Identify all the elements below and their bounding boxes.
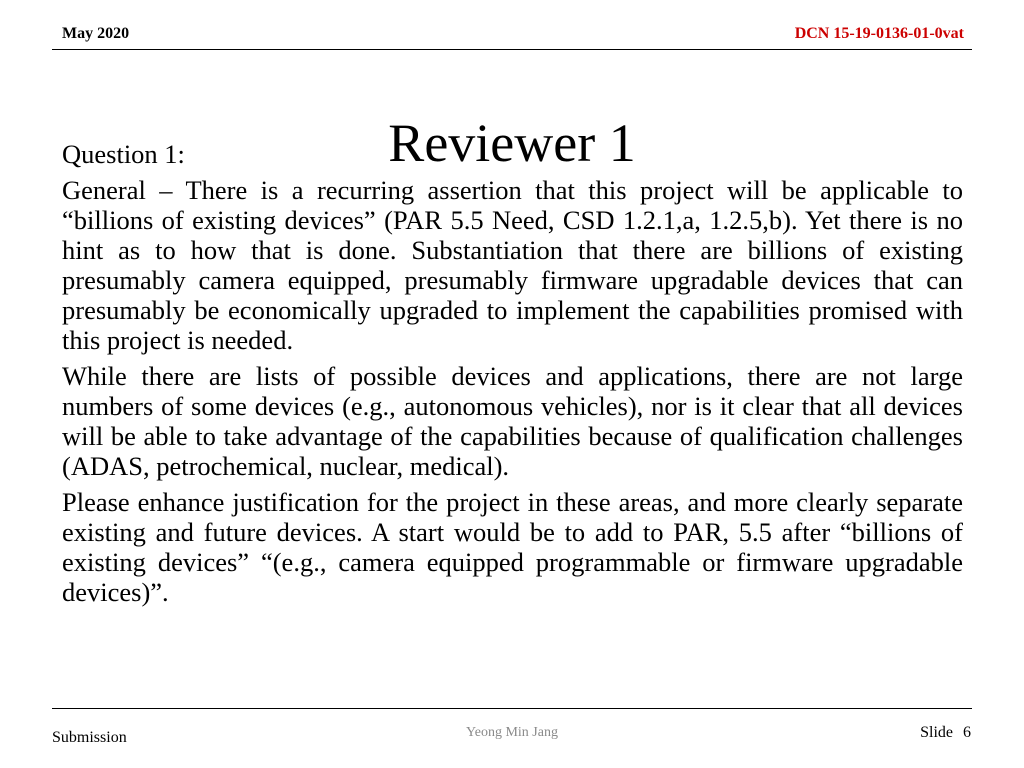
slide-body — [62, 139, 963, 613]
slide-label: Slide — [920, 724, 953, 741]
slide-number-value: 6 — [963, 724, 971, 741]
slide-number — [920, 724, 971, 742]
body-paragraph: While there are lists of possible devices and applications, there are not large numbers of some devices (e.g., autonomous vehicles), nor is it clear that all devices will be able to take advantage of the capabilities because of qualification challenges (ADAS, petrochemical, nuclear, medical). — [62, 361, 963, 481]
body-paragraph: General – There is a recurring assertion that this project will be applicable to “billions of existing devices” (PAR 5.5 Need, CSD 1.2.1,a, 1.2.5,b). Yet there is no hint as to how that is done. Substantiation that there are billions of existing presumably camera equipped, presumably firmware upgradable devices that can presumably be economically upgraded to implement the capabilities promised with this project is needed. — [62, 175, 963, 355]
header-divider — [52, 49, 972, 50]
slide-title: Reviewer 1 — [388, 113, 636, 174]
question-label: Question 1: — [62, 139, 185, 169]
footer-submission: Submission — [52, 729, 127, 746]
footer-divider — [52, 708, 972, 709]
footer-author: Yeong Min Jang — [466, 725, 558, 740]
body-paragraph: Please enhance justification for the project in these areas, and more clearly separate existing and future devices. A start would be to add to PAR, 5.5 after “billions of existing devices” “(e.g., camera equipped programmable or firmware upgradable devices)”. — [62, 487, 963, 607]
header-date: May 2020 — [62, 25, 130, 42]
document-control-number: DCN 15-19-0136-01-0vat — [794, 25, 964, 42]
